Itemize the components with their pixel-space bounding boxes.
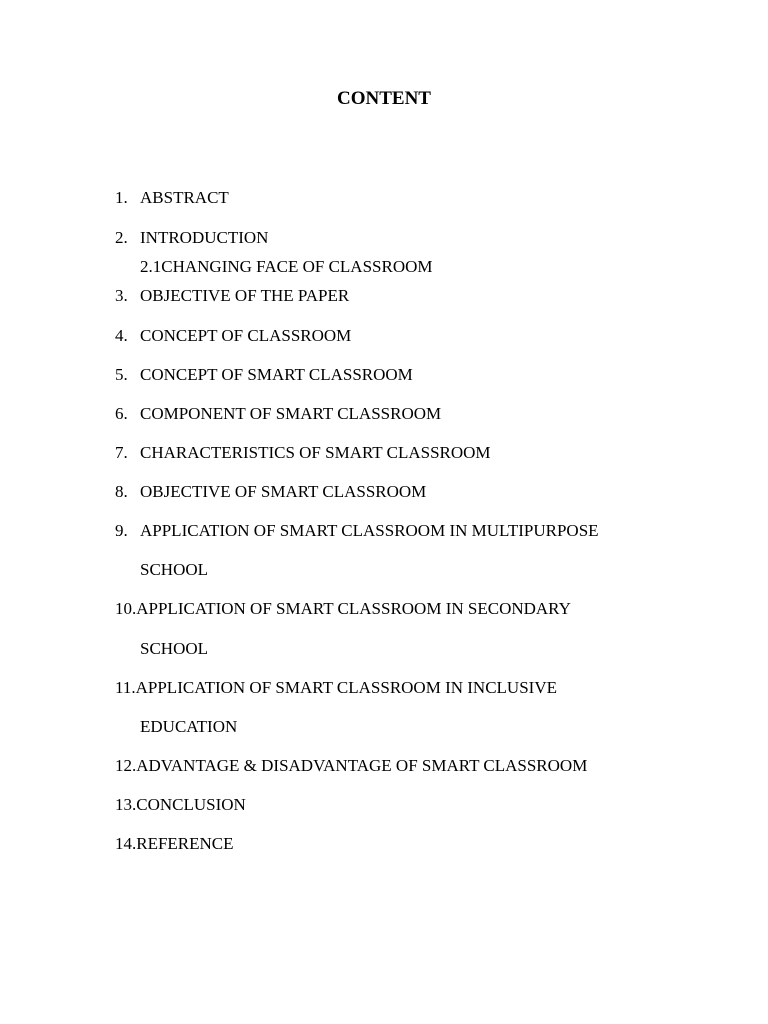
toc-entry-number: 3. (115, 286, 128, 305)
toc-entry-number: 7. (115, 443, 128, 462)
toc-entry-text: COMPONENT OF SMART CLASSROOM (140, 404, 442, 423)
toc-entry-text: OBJECTIVE OF SMART CLASSROOM (140, 482, 427, 501)
toc-entry-number: 6. (115, 404, 128, 423)
toc-entry-text: APPLICATION OF SMART CLASSROOM IN SECONDARY (136, 599, 571, 618)
toc-entry-number: 4. (115, 326, 128, 345)
toc-entry-continuation-text: SCHOOL (140, 560, 209, 579)
toc-entry-number: 14. (115, 834, 137, 853)
toc-entry-number: 11. (115, 678, 136, 697)
toc-entry-text: REFERENCE (136, 834, 234, 853)
toc-entry-text: CONCEPT OF CLASSROOM (140, 326, 352, 345)
toc-entry-text: OBJECTIVE OF THE PAPER (140, 286, 350, 305)
toc-entry-text: CONCLUSION (136, 795, 246, 814)
toc-entry-number: 13. (115, 795, 137, 814)
toc-entry-text: INTRODUCTION (140, 228, 269, 247)
toc-subentry-text: 2.1CHANGING FACE OF CLASSROOM (140, 257, 433, 276)
toc-entry-number: 1. (115, 188, 128, 207)
toc-entry-number: 2. (115, 228, 128, 247)
toc-entry-number: 5. (115, 365, 128, 384)
toc-entry-text: ABSTRACT (140, 188, 229, 207)
toc-entry-number: 12. (115, 756, 137, 775)
toc-entry-continuation-text: SCHOOL (140, 639, 209, 658)
toc-entry-number: 10. (115, 599, 137, 618)
toc-entry-number: 9. (115, 521, 128, 540)
toc-entry-number: 8. (115, 482, 128, 501)
toc-entry-text: CHARACTERISTICS OF SMART CLASSROOM (140, 443, 491, 462)
page-title: CONTENT (337, 88, 431, 109)
toc-entry-text: APPLICATION OF SMART CLASSROOM IN INCLUSIVE (135, 678, 557, 697)
toc-entry-text: APPLICATION OF SMART CLASSROOM IN MULTIPURPOSE (140, 521, 599, 540)
toc-entry-continuation-text: EDUCATION (140, 717, 238, 736)
toc-entry-text: CONCEPT OF SMART CLASSROOM (140, 365, 413, 384)
toc-entry-text: ADVANTAGE & DISADVANTAGE OF SMART CLASSROOM (136, 756, 588, 775)
